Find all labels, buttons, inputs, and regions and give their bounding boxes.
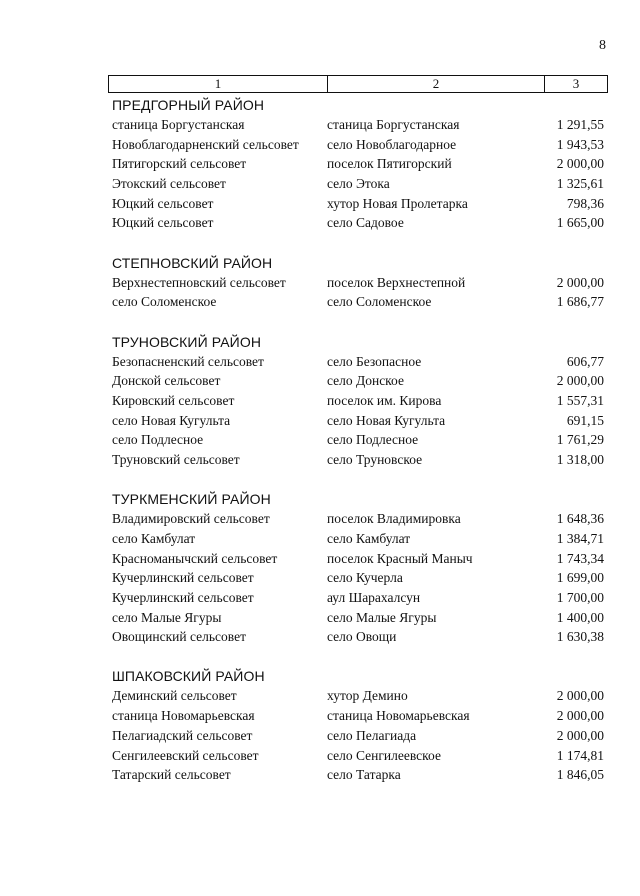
municipality-cell: станица Боргустанская	[112, 117, 245, 132]
page-number: 8	[599, 38, 606, 53]
municipality-cell: Донской сельсовет	[112, 373, 221, 389]
settlement-cell: поселок Пятигорский	[327, 156, 452, 172]
municipality-cell: Кучерлинский сельсовет	[112, 589, 254, 605]
amount-cell: 1 630,38	[556, 629, 604, 645]
amount-cell: 2 000,00	[556, 274, 604, 290]
settlement-cell: село Подлесное	[327, 432, 419, 448]
table-row	[112, 608, 604, 628]
district-section	[112, 489, 604, 647]
section-spacer	[112, 312, 604, 332]
amount-cell: 2 000,00	[556, 727, 604, 743]
amount-cell: 1 846,05	[556, 767, 604, 783]
column-header-1: 1	[214, 76, 222, 91]
municipality-cell: Кучерлинский сельсовет	[112, 570, 254, 586]
section-spacer	[112, 233, 604, 253]
amount-cell: 1 557,31	[556, 392, 604, 408]
table-row	[112, 746, 604, 766]
amount-cell: 606,77	[566, 353, 604, 369]
municipality-cell: станица Новомарьевская	[112, 708, 255, 724]
municipality-cell: Безопасненский сельсовет	[112, 353, 264, 369]
settlement-cell: хутор Новая Пролетарка	[327, 195, 468, 211]
district-section	[112, 95, 604, 233]
district-section	[112, 666, 604, 784]
allocation-table	[112, 95, 604, 785]
municipality-cell: Деминский сельсовет	[112, 688, 237, 704]
settlement-cell: село Малые Ягуры	[327, 609, 437, 625]
district-title: ТРУНОВСКИЙ РАЙОН	[112, 333, 262, 350]
amount-cell: 1 174,81	[556, 747, 604, 763]
district-section	[112, 332, 604, 470]
settlement-cell: село Труновское	[327, 451, 423, 467]
settlement-cell: село Этока	[327, 176, 390, 192]
settlement-cell: село Безопасное	[327, 353, 422, 369]
settlement-cell: село Соломенское	[327, 294, 432, 310]
amount-cell: 1 291,55	[556, 117, 604, 132]
table-row	[112, 726, 604, 746]
settlement-cell: село Донское	[327, 373, 404, 389]
settlement-cell: село Пелагиада	[327, 727, 417, 743]
amount-cell: 1 665,00	[556, 215, 604, 231]
settlement-cell: село Садовое	[327, 215, 404, 231]
amount-cell: 1 743,34	[556, 550, 604, 566]
table-row	[112, 411, 604, 431]
amount-cell: 2 000,00	[556, 373, 604, 389]
section-spacer	[112, 470, 604, 490]
table-row	[112, 352, 604, 372]
municipality-cell: Татарский сельсовет	[112, 767, 231, 783]
table-row	[112, 549, 604, 569]
district-title: ШПАКОВСКИЙ РАЙОН	[112, 668, 265, 685]
amount-cell: 1 686,77	[556, 294, 604, 310]
municipality-cell: Пелагиадский сельсовет	[112, 727, 253, 743]
amount-cell: 1 648,36	[556, 511, 604, 527]
table-row	[112, 430, 604, 450]
table-row	[112, 273, 604, 293]
municipality-cell: Кировский сельсовет	[112, 392, 235, 408]
amount-cell: 691,15	[566, 412, 604, 428]
amount-cell: 1 318,00	[556, 451, 604, 467]
municipality-cell: Труновский сельсовет	[112, 451, 240, 467]
municipality-cell: Владимировский сельсовет	[112, 511, 270, 527]
section-spacer	[112, 647, 604, 667]
table-row	[112, 706, 604, 726]
table-row	[112, 686, 604, 706]
municipality-cell: Красноманычский сельсовет	[112, 550, 278, 566]
municipality-cell: село Камбулат	[112, 530, 196, 546]
table-row	[112, 292, 604, 312]
table-row	[112, 509, 604, 529]
settlement-cell: село Новая Кугульта	[327, 412, 446, 428]
amount-cell: 1 384,71	[556, 530, 604, 546]
amount-cell: 1 400,00	[556, 609, 604, 625]
settlement-cell: поселок им. Кирова	[327, 392, 442, 408]
table-row	[112, 371, 604, 391]
amount-cell: 1 700,00	[556, 589, 604, 605]
district-title: ПРЕДГОРНЫЙ РАЙОН	[112, 97, 265, 113]
amount-cell: 2 000,00	[556, 688, 604, 704]
amount-cell: 1 325,61	[556, 176, 604, 192]
municipality-cell: Сенгилеевский сельсовет	[112, 747, 259, 763]
settlement-cell: село Камбулат	[327, 530, 411, 546]
table-row	[112, 194, 604, 214]
municipality-cell: Юцкий сельсовет	[112, 215, 214, 231]
district-title: СТЕПНОВСКИЙ РАЙОН	[112, 254, 273, 271]
table-row	[112, 154, 604, 174]
amount-cell: 798,36	[566, 195, 604, 211]
settlement-cell: поселок Верхнестепной	[327, 274, 466, 290]
municipality-cell: Верхнестепновский сельсовет	[112, 274, 286, 290]
table-row	[112, 391, 604, 411]
municipality-cell: село Малые Ягуры	[112, 609, 222, 625]
district-section	[112, 253, 604, 312]
settlement-cell: станица Новомарьевская	[327, 708, 470, 724]
amount-cell: 2 000,00	[556, 708, 604, 724]
amount-cell: 1 761,29	[556, 432, 604, 448]
table-row	[112, 568, 604, 588]
table-row	[112, 174, 604, 194]
amount-cell: 2 000,00	[556, 156, 604, 172]
municipality-cell: село Подлесное	[112, 432, 204, 448]
table-row	[112, 765, 604, 785]
settlement-cell: аул Шарахалсун	[327, 589, 421, 605]
table-row	[112, 450, 604, 470]
table-row	[112, 135, 604, 155]
settlement-cell: поселок Владимировка	[327, 511, 461, 527]
amount-cell: 1 699,00	[556, 570, 604, 586]
settlement-cell: станица Боргустанская	[327, 117, 460, 132]
settlement-cell: хутор Демино	[327, 688, 408, 704]
table-row	[112, 588, 604, 608]
amount-cell: 1 943,53	[556, 136, 604, 152]
district-title: ТУРКМЕНСКИЙ РАЙОН	[112, 491, 271, 508]
municipality-cell: село Соломенское	[112, 294, 217, 310]
settlement-cell: село Овощи	[327, 629, 397, 645]
column-header-2: 2	[327, 76, 544, 92]
settlement-cell: село Новоблагодарное	[327, 136, 457, 152]
table-row	[112, 115, 604, 135]
table-header	[108, 75, 608, 93]
settlement-cell: село Сенгилеевское	[327, 747, 441, 763]
settlement-cell: поселок Красный Маныч	[327, 550, 473, 566]
column-header-3: 3	[544, 76, 607, 92]
settlement-cell: село Татарка	[327, 767, 401, 783]
table-row	[112, 213, 604, 233]
municipality-cell: Юцкий сельсовет	[112, 195, 214, 211]
settlement-cell: село Кучерла	[327, 570, 403, 586]
municipality-cell: Этокский сельсовет	[112, 176, 226, 192]
municipality-cell: село Новая Кугульта	[112, 412, 231, 428]
municipality-cell: Пятигорский сельсовет	[112, 156, 247, 172]
table-row	[112, 627, 604, 647]
table-row	[112, 529, 604, 549]
municipality-cell: Новоблагодарненский сельсовет	[112, 136, 299, 152]
municipality-cell: Овощинский сельсовет	[112, 629, 246, 645]
